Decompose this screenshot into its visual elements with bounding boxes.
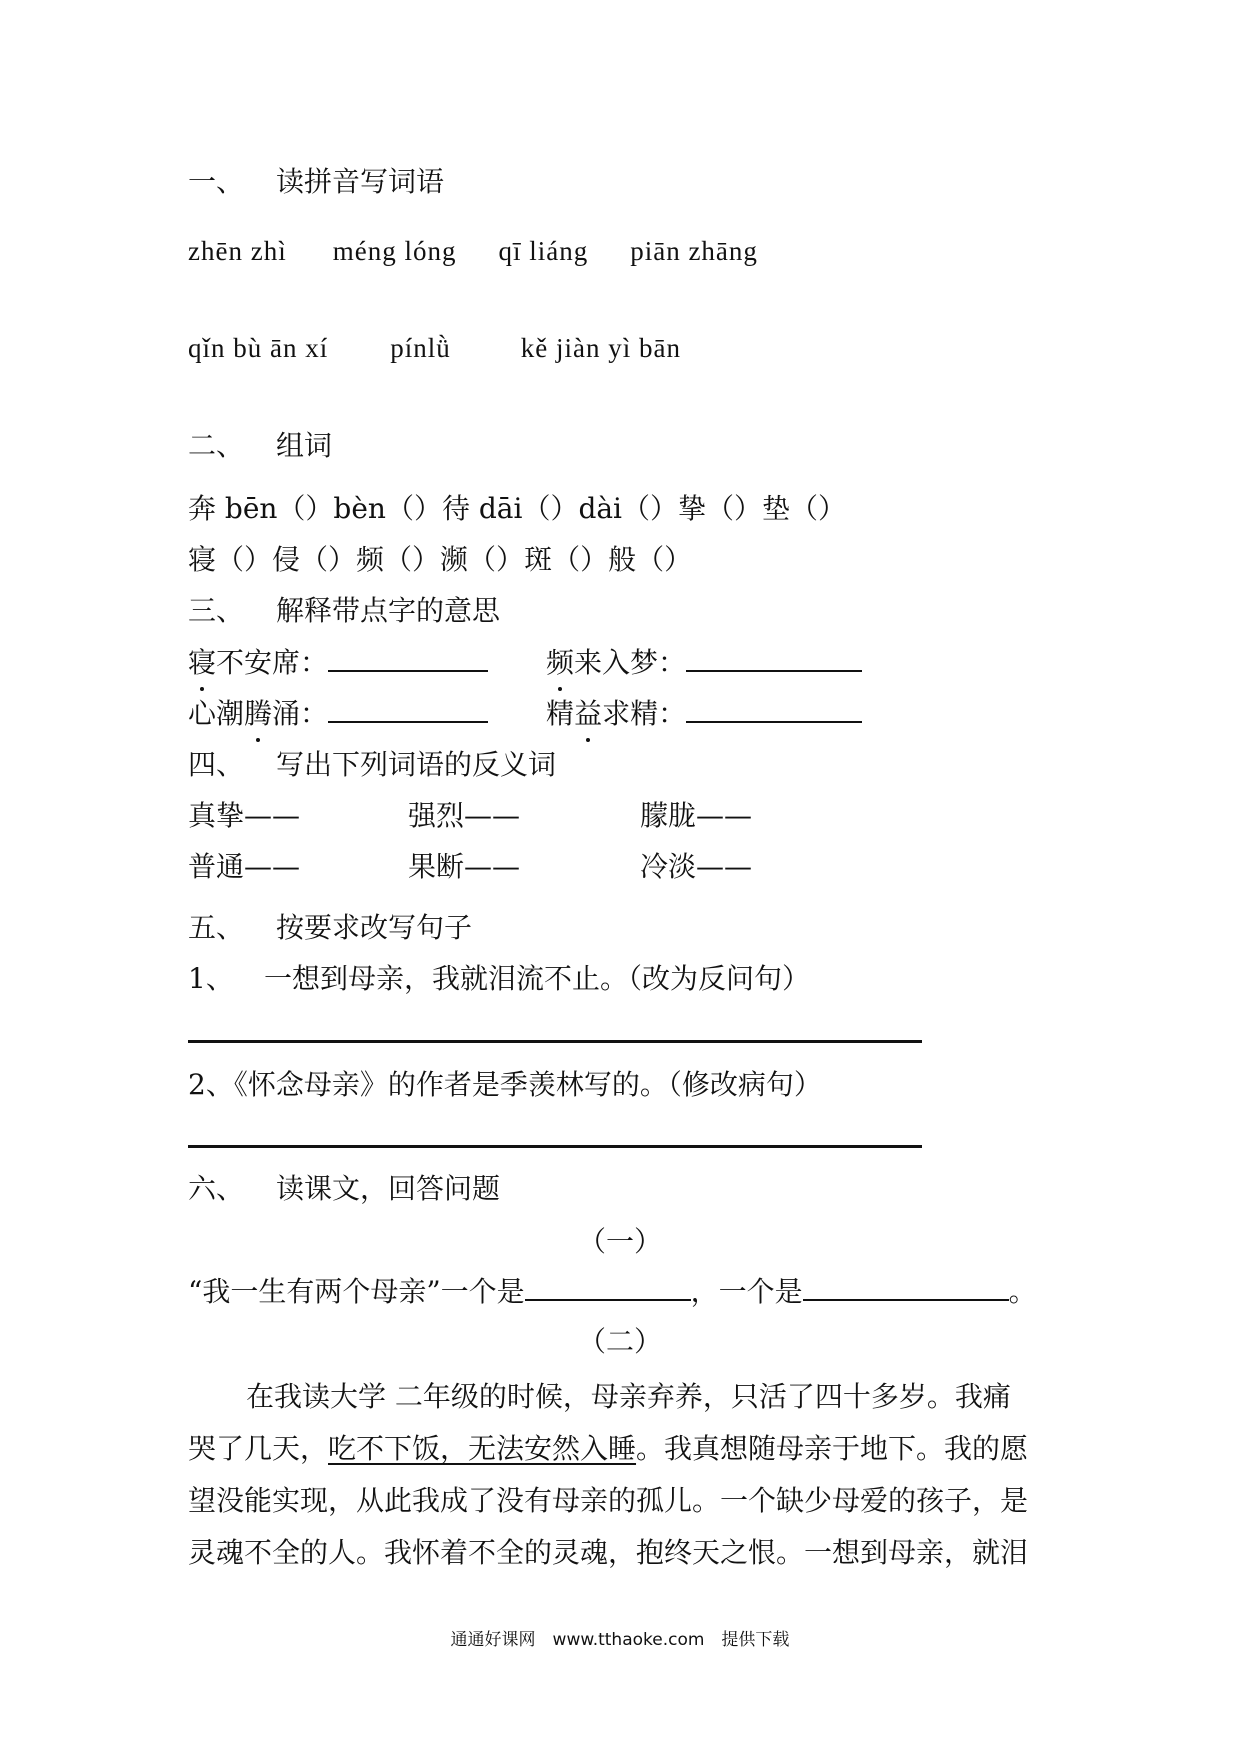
section-3-heading <box>188 591 500 631</box>
dotted-character: 腾 <box>244 694 272 734</box>
antonym-item: 真挚—— <box>188 799 301 832</box>
rewrite-question-1 <box>188 959 810 999</box>
antonym-item: 强烈—— <box>408 799 521 832</box>
passage-line-1: 在我读大学 二年级的时候，母亲弃养，只活了四十多岁。我痛 <box>246 1380 1011 1413</box>
word-group-row-2 <box>188 540 692 580</box>
word-group-item: 濒（） <box>440 543 525 576</box>
dotted-character: 益 <box>574 694 602 734</box>
section-title: 读课文，回答问题 <box>276 1172 501 1205</box>
answer-blank[interactable] <box>328 646 488 672</box>
word-group-item: 奔 bēn（）bèn（） <box>188 492 442 525</box>
passage-line-3: 望没能实现，从此我成了没有母亲的孤儿。一个缺少母爱的孩子，是 <box>188 1484 1029 1517</box>
antonym-row-2 <box>188 847 752 887</box>
explain-row-1 <box>188 643 862 683</box>
question-text: 2、《怀念母亲》的作者是季羡林写的。（修改病句） <box>188 1068 822 1101</box>
section-title: 读拼音写词语 <box>276 165 445 198</box>
pinyin-item: pínlǜ <box>390 333 451 363</box>
section-2-heading <box>188 426 332 466</box>
passage-line-4: 灵魂不全的人。我怀着不全的灵魂，抱终天之恨。一想到母亲，就泪 <box>188 1536 1029 1569</box>
section-number: 五、 <box>188 911 245 944</box>
section-1-heading <box>188 162 444 202</box>
answer-blank[interactable] <box>686 646 862 672</box>
antonym-item: 冷淡—— <box>640 850 753 883</box>
question-text: 一想到母亲，我就泪流不止。（改为反问句） <box>264 962 811 995</box>
pinyin-item: piān zhāng <box>630 236 758 266</box>
antonym-item: 普通—— <box>188 850 301 883</box>
antonym-item: 朦胧—— <box>640 799 753 832</box>
word-group-item: 待 dāi（）dài（） <box>441 492 679 525</box>
pinyin-item: kě jiàn yì bān <box>520 333 681 363</box>
pinyin-item: méng lóng <box>332 236 457 266</box>
rewrite-question-2 <box>188 1065 822 1105</box>
section-title: 解释带点字的意思 <box>276 594 501 627</box>
explain-item: 精益求精： <box>546 697 686 730</box>
question-number: 1、 <box>188 962 234 995</box>
explain-row-2 <box>188 694 862 734</box>
dotted-character: 频 <box>546 643 574 683</box>
dotted-character: 寝 <box>188 643 216 683</box>
section-5-heading <box>188 908 472 948</box>
antonym-row-1 <box>188 796 752 836</box>
answer-blank[interactable] <box>803 1275 1009 1301</box>
pinyin-item: zhēn zhì <box>188 236 287 266</box>
section-number: 一、 <box>188 165 245 198</box>
underlined-phrase: 吃不下饭，无法安然入睡 <box>328 1432 637 1465</box>
page-footer: 通通好课网 www.tthaoke.com 提供下载 <box>450 1630 790 1650</box>
section-title: 写出下列词语的反义词 <box>276 748 557 781</box>
pinyin-row-2 <box>188 328 681 368</box>
word-group-item: 般（） <box>608 543 693 576</box>
section-number: 三、 <box>188 594 245 627</box>
explain-item: 寝不安席： <box>188 646 328 679</box>
word-group-item: 侵（） <box>272 543 357 576</box>
section-number: 六、 <box>188 1172 245 1205</box>
fill-blank-question: “我一生有两个母亲”一个是 ，一个是 。 <box>188 1275 1037 1308</box>
answer-blank[interactable] <box>525 1275 691 1301</box>
section-6-heading <box>188 1169 500 1209</box>
answer-blank[interactable] <box>328 697 488 723</box>
pinyin-item: qǐn bù ān xí <box>188 333 329 363</box>
answer-blank[interactable] <box>686 697 862 723</box>
section-title: 按要求改写句子 <box>276 911 473 944</box>
section-number: 四、 <box>188 748 245 781</box>
section-4-heading <box>188 745 556 785</box>
part-2-label: （二） <box>577 1325 662 1358</box>
word-group-item: 垫（） <box>762 492 847 525</box>
word-group-item: 寝（） <box>188 543 273 576</box>
antonym-item: 果断—— <box>408 850 521 883</box>
word-group-item: 挚（） <box>678 492 763 525</box>
explain-item: 心潮腾涌： <box>188 697 328 730</box>
section-number: 二、 <box>188 429 245 462</box>
passage-line-2: 哭了几天，吃不下饭，无法安然入睡。我真想随母亲于地下。我的愿 <box>188 1432 1029 1465</box>
word-group-item: 频（） <box>356 543 441 576</box>
word-group-item: 斑（） <box>524 543 609 576</box>
section-title: 组词 <box>276 429 333 462</box>
part-1-label: （一） <box>577 1225 662 1258</box>
answer-line-1[interactable] <box>188 1040 922 1043</box>
explain-item: 频来入梦： <box>546 646 686 679</box>
pinyin-row-1 <box>188 231 758 271</box>
word-group-row-1 <box>188 489 846 529</box>
pinyin-item: qī liáng <box>498 236 589 266</box>
answer-line-2[interactable] <box>188 1145 922 1148</box>
